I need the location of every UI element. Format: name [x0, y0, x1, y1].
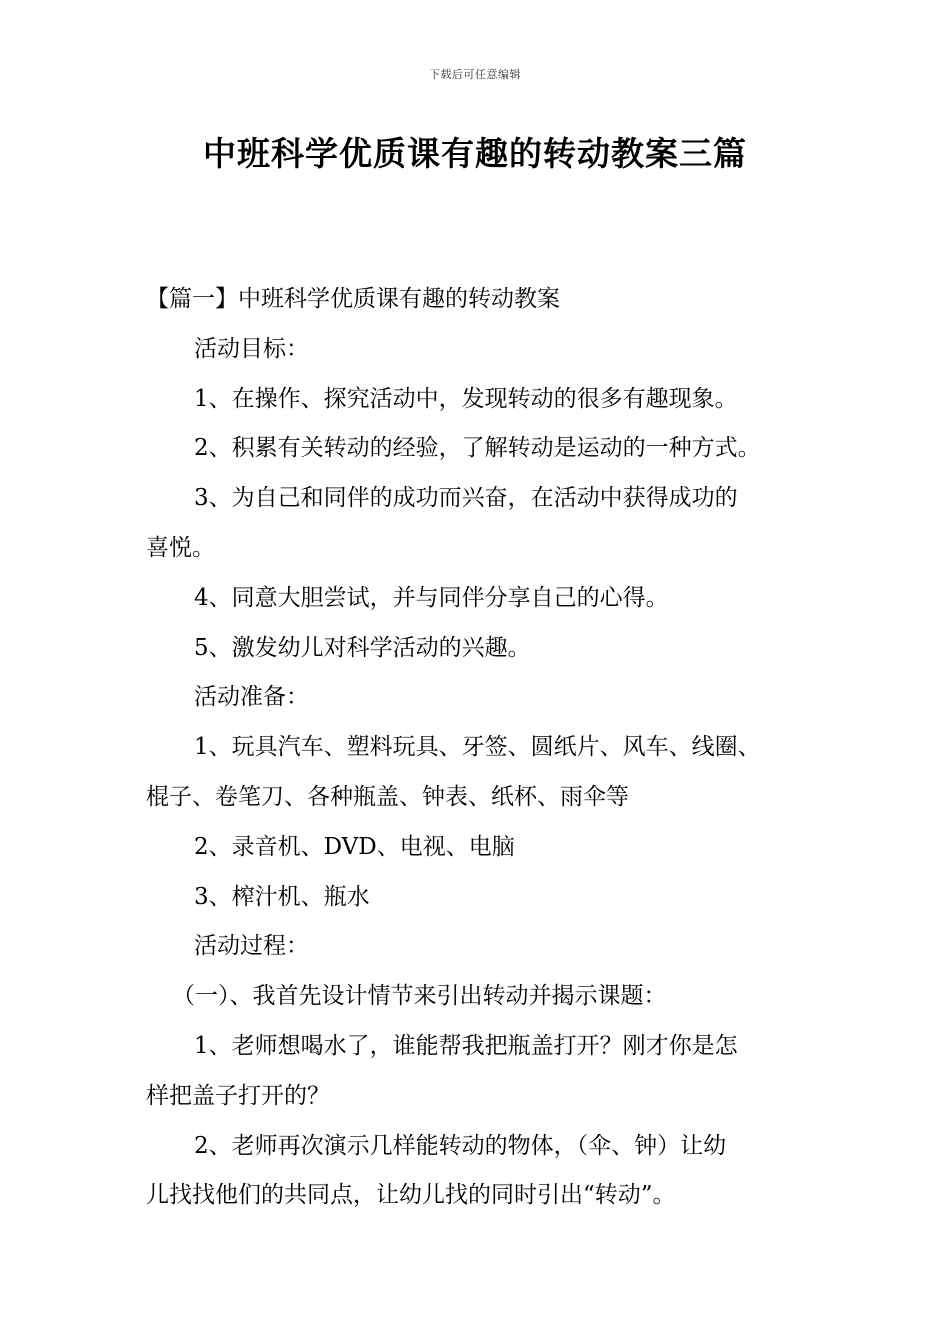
section-heading: 【篇一】中班科学优质课有趣的转动教案 [146, 286, 560, 312]
document-body [146, 275, 826, 1221]
paragraph-line: 样把盖子打开的？ [146, 1082, 330, 1109]
paragraph-line: （一）、我首先设计情节来引出转动并揭示课题： [172, 983, 667, 1010]
paragraph-line: 3、为自己和同伴的成功而兴奋，在活动中获得成功的 [194, 485, 738, 512]
paragraph-line: 喜悦。 [146, 534, 215, 561]
paragraph-line: 5、激发幼儿对科学活动的兴趣。 [194, 634, 531, 661]
paragraph-line: 4、同意大胆尝试，并与同伴分享自己的心得。 [194, 584, 669, 611]
paragraph-line: 棍子、卷笔刀、各种瓶盖、钟表、纸杯、雨伞等 [146, 783, 629, 810]
paragraph-line: 活动准备： [194, 684, 309, 711]
document-title: 中班科学优质课有趣的转动教案三篇 [203, 134, 747, 173]
paragraph-line: 1、玩具汽车、塑料玩具、牙签、圆纸片、风车、线圈、 [194, 734, 761, 761]
paragraph-line: 1、在操作、探究活动中，发现转动的很多有趣现象。 [194, 385, 738, 412]
paragraph-line: 2、老师再次演示几样能转动的物体，（伞、钟）让幼 [194, 1132, 727, 1159]
paragraph-line: 2、积累有关转动的经验，了解转动是运动的一种方式。 [194, 435, 761, 462]
paragraph-line: 活动目标： [194, 335, 309, 362]
paragraph-line: 2、录音机、DVD、电视、电脑 [194, 833, 515, 860]
header-note: 下载后可任意编辑 [429, 68, 521, 81]
paragraph-line: 儿找找他们的共同点，让幼儿找的同时引出“转动”。 [146, 1182, 676, 1209]
paragraph-line: 3、榨汁机、瓶水 [194, 883, 370, 910]
paragraph-line: 1、老师想喝水了，谁能帮我把瓶盖打开？刚才你是怎 [194, 1032, 738, 1059]
paragraph-line: 活动过程： [194, 933, 309, 960]
